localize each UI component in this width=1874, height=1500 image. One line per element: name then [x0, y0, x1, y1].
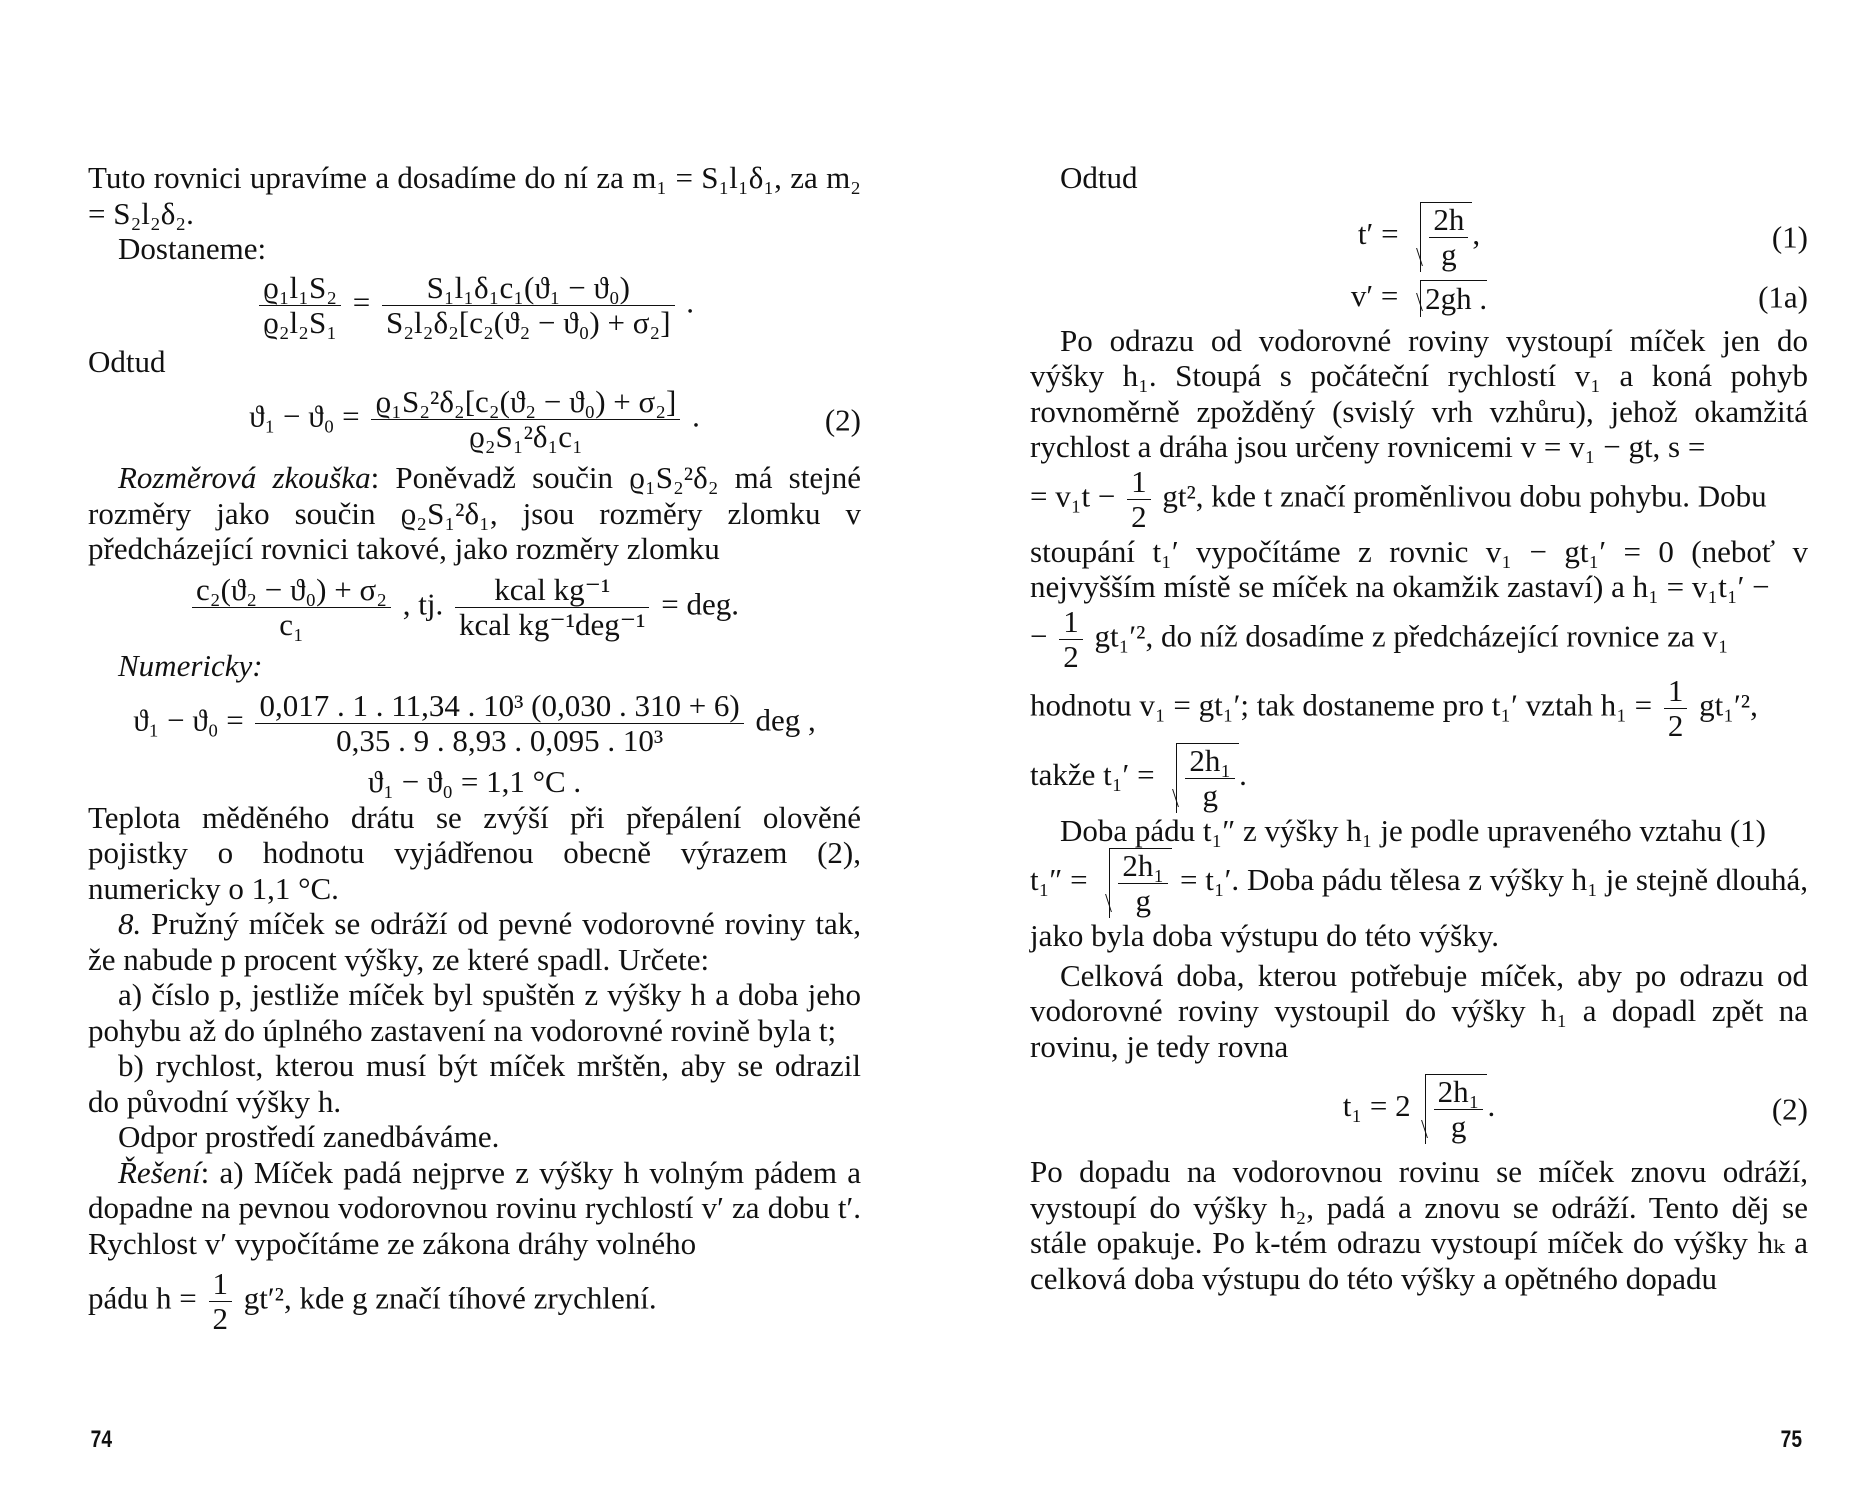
- paragraph: [88, 906, 861, 977]
- sqrt-sign: [1420, 280, 1487, 317]
- italic-label: Řešení: [118, 1154, 201, 1190]
- fraction-denominator: 0,35 . 9 . 8,93 . 0,095 . 10³: [336, 723, 664, 758]
- equation-number: (2): [1771, 1091, 1808, 1127]
- paragraph: b) rychlost, kterou musí být míček mrštěn, aby se odrazil do původní výšky h.: [88, 1048, 861, 1119]
- equation-1: t′ = $\frac{2h}{g}$ , (1): [1357, 201, 1808, 272]
- paragraph: Doba pádu t₁″ z výšky h₁ je podle upraveného vztahu (1): [1060, 812, 1766, 848]
- text-fragment: gt₁′², do níž dosadíme z předcházející rovnice za v₁: [1094, 618, 1729, 654]
- paragraph: Celková doba, kterou potřebuje míček, aby po odrazu od vodorovné roviny vystoupil do výšky h₁ a dopadl zpět na rovinu, je tedy rovna: [1030, 957, 1808, 1064]
- fraction-numerator: 1: [209, 1267, 233, 1302]
- equation-lhs: ϑ₁ − ϑ₀ =: [133, 702, 244, 738]
- paragraph: Po dopadu na vodorovnou rovinu se míček znovu odráží, vystoupí do výšky h₂, padá a znovu se odráží. Tento děj se stále opakuje. Po k-tém odrazu vystoupí míček do výšky hₖ a celková doba výstupu do této výšky a opětného dopadu: [1030, 1154, 1808, 1296]
- fraction-denominator: 2: [1667, 707, 1684, 743]
- left-page: [88, 160, 861, 1336]
- fraction-numerator: ϱ₁S₂²δ₂[c₂(ϑ₂ − ϑ₀) + σ₂]: [371, 385, 680, 420]
- fraction-numerator: 2h: [1429, 203, 1468, 238]
- sqrt-sign: [1425, 1074, 1488, 1144]
- paragraph: Odpor prostředí zanedbáváme.: [118, 1119, 500, 1154]
- equation-unit: deg ,: [755, 702, 816, 738]
- equation-lhs: v′ =: [1350, 277, 1399, 313]
- text-line: Odtud: [1060, 160, 1138, 195]
- paragraph-text: : a) Míček padá nejprve z výšky h volným pádem a dopadne na pevnou vodorovnou rovinu rychlostí v′ za dobu t′. Rychlost v′ vypočítáme ze zákona dráhy volného: [88, 1154, 861, 1261]
- text-fragment: hodnotu v₁ = gt₁′; tak dostaneme pro t₁′ vztah h₁ =: [1030, 687, 1653, 723]
- text-line: Odtud: [88, 343, 166, 379]
- fraction-denominator: g: [1450, 1109, 1467, 1145]
- paragraph: Teplota měděného drátu se zvýší při přepálení olověné pojistky o hodnotu vyjádřenou obecně výrazem (2), numericky o 1,1 °C.: [88, 799, 861, 906]
- equation-1a: [1030, 278, 1808, 317]
- paragraph-text: Pružný míček se odráží od pevné vodorovné roviny tak, že nabude p procent výšky, ze které spadl. Určete:: [88, 906, 861, 977]
- equation-number: (1): [1771, 218, 1808, 254]
- fraction-numerator: 2h₁: [1185, 744, 1235, 779]
- text-line: [1030, 465, 1808, 534]
- paragraph: stoupání t₁′ vypočítáme z rovnic v₁ − gt₁′ = 0 (neboť v nejvyšším místě se míček na okamžik zastaví) a h₁ = v₁t₁′ −: [1030, 533, 1808, 605]
- text-line: takže t₁′ = $\frac{\text{2h₁}}{g}$ .: [1030, 742, 1247, 813]
- fraction-numerator: 2h₁: [1118, 849, 1168, 884]
- text-line: [1030, 605, 1808, 674]
- text-fragment: gt², kde t značí proměnlivou dobu pohybu. Dobu: [1162, 478, 1767, 514]
- fraction-denominator: S₂l₂δ₂[c₂(ϑ₂ − ϑ₀) + σ₂]: [386, 304, 671, 340]
- fraction-numerator: c₂(ϑ₂ − ϑ₀) + σ₂: [192, 573, 391, 608]
- equation-2: t₁ = 2 $\frac{\text{2h₁}}{g}$ . (2): [1342, 1074, 1808, 1145]
- fraction-denominator: ϱ₂l₂S₁: [262, 304, 338, 340]
- italic-label: Numericky:: [118, 647, 263, 683]
- sqrt-sign: [1176, 743, 1239, 813]
- sqrt-sign: [1109, 848, 1172, 918]
- equation-3: [88, 573, 861, 642]
- equation-5: ϑ₁ − ϑ₀ = 1,1 °C .: [367, 764, 582, 799]
- fraction-numerator: 1: [1059, 605, 1083, 640]
- fraction-numerator: kcal kg⁻¹: [455, 573, 649, 608]
- equation-4: [88, 689, 861, 758]
- text-fragment: takže t₁′ =: [1030, 756, 1155, 792]
- text-fragment: gt′², kde g značí tíhové zrychlení.: [243, 1280, 657, 1316]
- text-line: Dostaneme:: [118, 231, 267, 266]
- fraction-denominator: g: [1135, 883, 1152, 919]
- page-number: 74: [90, 1426, 113, 1453]
- text-line: Tuto rovnici upravíme a dosadíme do ní za m₁ = S₁l₁δ₁, za m₂ = S₂l₂δ₂.: [88, 160, 861, 231]
- paragraph-text: : Poněvadž součin ϱ₁S₂²δ₂ má stejné rozměry jako součin ϱ₂S₁²δ₁, jsou rozměry zlomku v předcházející rovnici takové, jako rozměry zlomku: [88, 460, 861, 566]
- paragraph: [1030, 848, 1808, 954]
- equation-lhs: ϑ₁ − ϑ₀ =: [249, 398, 360, 434]
- paragraph: [88, 460, 861, 567]
- equation: $\frac{\text{ϱ₁l₁S₂}}{\text{ϱ₂l₂S₁}}$ = $\frac{\text{S₁l₁δ₁c₁(ϑ₁ − ϑ₀)}}{\text{S₂l₂δ₂[c₂(ϑ₂ − ϑ₀) + σ₂]}}$ .: [88, 271, 861, 340]
- text-fragment: = t₁′. Doba pádu tělesa z výšky h₁ je stejně dlouhá, jako byla doba výstupu do této výšky.: [1030, 862, 1809, 954]
- fraction-numerator: ϱ₁l₁S₂: [259, 271, 341, 306]
- italic-label: Rozměrová zkouška: [118, 460, 371, 495]
- sqrt-sign: [1420, 202, 1472, 272]
- equation-lhs: t₁ = 2: [1342, 1088, 1411, 1124]
- text-fragment: gt₁′²,: [1699, 687, 1758, 723]
- equation-lhs: t′ =: [1357, 215, 1399, 251]
- page-number: 75: [1780, 1426, 1803, 1453]
- right-page: [1030, 160, 1808, 1296]
- problem-number: 8.: [118, 906, 142, 941]
- fraction-numerator: 2h₁: [1434, 1075, 1484, 1110]
- fraction-denominator: c₁: [279, 606, 304, 642]
- equation-text: , tj.: [402, 586, 444, 622]
- fraction-denominator: g: [1202, 777, 1218, 813]
- text-line: [88, 1267, 861, 1336]
- fraction-denominator: ϱ₂S₁²δ₁c₁: [468, 419, 583, 454]
- fraction-denominator: 2: [212, 1301, 228, 1336]
- fraction-numerator: 1: [1664, 674, 1688, 709]
- radicand: 2gh .: [1425, 281, 1488, 317]
- equation-2: ϑ₁ − ϑ₀ = $\frac{\text{ϱ₁S₂²δ₂[c₂(ϑ₂ − ϑ₀) + σ₂]}}{\text{ϱ₂S₁²δ₁c₁}}$ . (2): [249, 384, 861, 454]
- fraction-numerator: 1: [1127, 465, 1151, 500]
- fraction-denominator: kcal kg⁻¹deg⁻¹: [459, 606, 646, 642]
- paragraph: [88, 1155, 861, 1262]
- text-fragment: t₁″ =: [1030, 862, 1088, 898]
- fraction-denominator: g: [1441, 236, 1457, 272]
- text-fragment: −: [1030, 618, 1048, 654]
- fraction-numerator: S₁l₁δ₁c₁(ϑ₁ − ϑ₀): [382, 271, 675, 306]
- fraction-numerator: 0,017 . 1 . 11,34 . 10³ (0,030 . 310 + 6): [255, 689, 743, 724]
- text-fragment: pádu h =: [88, 1280, 197, 1316]
- text-line: [1030, 674, 1808, 743]
- equation-number: (2): [824, 401, 861, 437]
- text-fragment: = v₁t −: [1030, 478, 1116, 514]
- fraction-denominator: 2: [1131, 498, 1147, 534]
- equation-text: = deg.: [661, 586, 739, 622]
- fraction-denominator: 2: [1063, 638, 1079, 674]
- paragraph: a) číslo p, jestliže míček byl spuštěn z výšky h a doba jeho pohybu až do úplného zastavení na vodorovné rovině byla t;: [88, 977, 861, 1048]
- equation-number: (1a): [1758, 279, 1808, 315]
- paragraph: Po odrazu od vodorovné roviny vystoupí míček jen do výšky h₁. Stoupá s počáteční rychlostí v₁ a koná pohyb rovnoměrně zpožděný (svislý vrh vzhůru), jehož okamžitá rychlost a dráha jsou určeny rovnicemi v = v₁ − gt, s =: [1030, 322, 1808, 465]
